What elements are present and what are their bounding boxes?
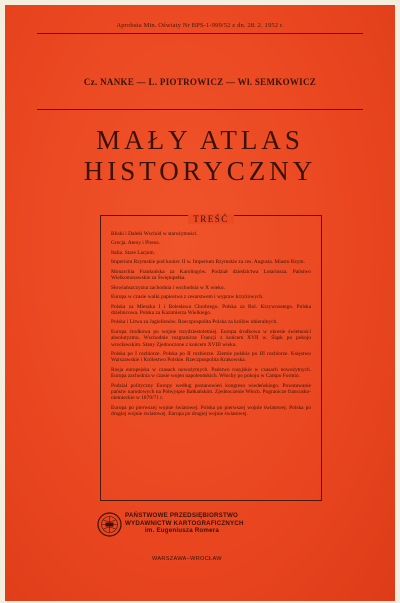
toc-heading: TREŚĆ — [188, 214, 234, 224]
toc-item: Imperium Rzymskie pod koniec II w. Imperium Rzymskie za ces. Augusta. Miasto Rzym. — [111, 259, 305, 266]
publisher-line-2: WYDAWNICTW KARTOGRAFICZNYCH — [125, 519, 244, 527]
toc-list — [111, 231, 311, 420]
toc-item: Monarchia Frankońska za Karolingów. Podział dziedzictwa Lotariusza. Państwo Wielkomorawskie za Świętopełka. — [111, 268, 311, 282]
authors-divider — [37, 109, 363, 110]
publisher-line-3: im. Eugeniusza Romera — [145, 527, 219, 535]
toc-item: Polska i Litwa za Jagiellonów. Rzeczpospolita Polska za królów obieralnych. — [111, 319, 278, 326]
toc-item: Polska po I rozbiorze. Polska po II rozbiorze. Ziemie polskie po III rozbiorze. Księstwo Warszawskie i Królestwo Polskie. Rzeczpospolita Krakowska. — [111, 351, 311, 364]
toc-item: Europa w czasie walki papiestwa z cesarstwem i wypraw krzyżowych. — [111, 294, 264, 301]
toc-item: Italia. Stare Lacjum. — [111, 249, 156, 256]
toc-item: Europa środkowa po wojnie trzydziestoletniej. Europa środkowa w okresie świetności absolutyzmu. Wschodnie rozgranicze Francji z końcem XVII w. Śląsk po pokoju wrocławskim. Stany Zjednoczone z końcem XVIII wieku. — [111, 328, 311, 348]
table-of-contents — [100, 215, 322, 501]
toc-item: Bliski i Daleki Wschód w starożytności. — [111, 231, 198, 237]
publisher-block — [97, 512, 337, 572]
top-divider — [37, 33, 363, 34]
toc-item: Polska za Mieszka I i Bolesława Chrobrego. Polska za Bol. Krzywoustego. Polska dzielnicowa. Polska za Kazimierza Wielkiego. — [111, 303, 311, 316]
title-line-2: HISTORYCZNY — [83, 156, 317, 186]
approval-note: Aprobata Min. Oświaty Nr BPS-1-999/52 z dn. 28. 2. 1952 r. — [116, 22, 284, 29]
publisher-name — [125, 512, 325, 535]
toc-item: Podział polityczny Europy według postanowień kongresu wiedeńskiego. Powstawanie państw narodowych na Półwyspie Bałkańskim. Zjednoczenie Włoch. Pogranicze francusko-niemieckie w 1870/71 r. — [111, 382, 311, 402]
ppwk-logo-icon — [97, 512, 122, 537]
toc-item: Grecja. Ateny i Pireus. — [111, 240, 160, 247]
toc-item: Słowiańszczyzna zachodnia i wschodnia w X wieku. — [111, 284, 225, 291]
title-line-1: MAŁY ATLAS — [96, 125, 304, 155]
toc-item: Europa po pierwszej wojnie światowej. Polska po pierwszej wojnie światowej. Polska po drugiej wojnie światowej. Europa po drugiej wojnie światowej. — [111, 404, 311, 417]
publisher-line-1: PAŃSTWOWE PRZEDSIĘBIORSTWO — [125, 512, 239, 519]
authors-line: Cz. NANKE — L. PIOTROWICZ — Wł. SEMKOWICZ — [83, 77, 317, 87]
atlas-cover — [5, 5, 395, 601]
toc-heading-wrap — [101, 209, 321, 227]
toc-item: Rosja europejska w czasach nowożytnych. Państwo rosyjskie w czasach nowożytnych. Europa zachodnia w czasie wojen napoleońskich. Włochy po pokoju w Campo Formio. — [111, 366, 311, 380]
publisher-city: WARSZAWA–WROCŁAW — [152, 556, 222, 562]
